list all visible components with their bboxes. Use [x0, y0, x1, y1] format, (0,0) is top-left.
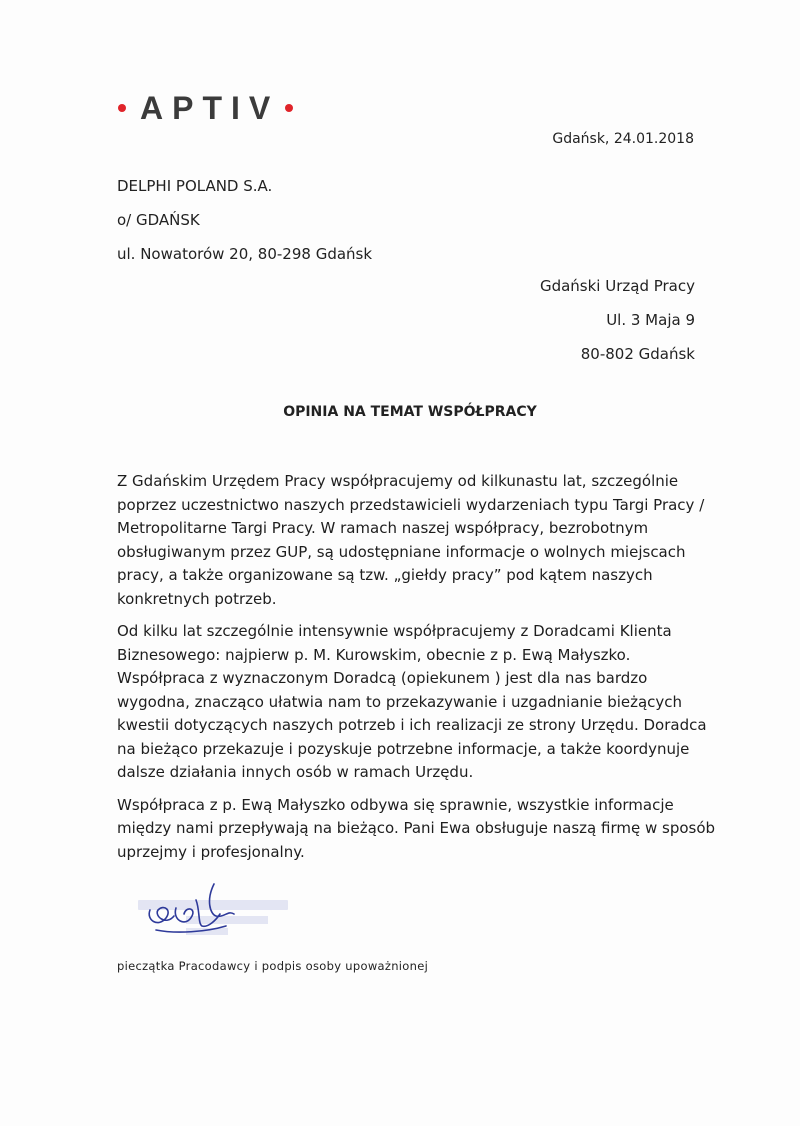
paragraph-line: Współpraca z p. Ewą Małyszko odbywa się sprawnie, wszystkie informacje	[117, 795, 674, 814]
paragraph-line: poprzez uczestnictwo naszych przedstawicieli wydarzeniach typu Targi Pracy /	[117, 495, 705, 514]
logo-dot-left	[118, 104, 126, 112]
paragraph-line: konkretnych potrzeb.	[117, 589, 277, 608]
aptiv-logo	[118, 88, 293, 128]
recipient-line-street: Ul. 3 Maja 9	[606, 311, 695, 329]
letter-heading: OPINIA NA TEMAT WSPÓŁPRACY	[283, 404, 537, 420]
paragraph-line: wygodna, znacząco ułatwia nam to przekazywanie i uzgadnianie bieżących	[117, 692, 683, 711]
paragraph-line: kwestii dotyczących naszych potrzeb i ich realizacji ze strony Urzędu. Doradca	[117, 716, 707, 734]
sender-address	[117, 169, 372, 271]
letter-body	[117, 470, 716, 873]
paragraph-line: Metropolitarne Targi Pracy. W ramach naszej współpracy, bezrobotnym	[117, 519, 649, 537]
recipient-address	[540, 269, 695, 371]
paragraph-line: dalsze działania innych osób w ramach Urzędu.	[117, 763, 474, 781]
sender-line-branch: o/ GDAŃSK	[117, 211, 200, 229]
paragraph-line: Biznesowego: najpierw p. M. Kurowskim, obecnie z p. Ewą Małyszko.	[117, 645, 631, 664]
paragraph-1	[117, 470, 707, 611]
paragraph-line: pracy, a także organizowane są tzw. „giełdy pracy” pod kątem naszych	[117, 566, 653, 584]
sender-line-company: DELPHI POLAND S.A.	[117, 177, 273, 195]
sender-line-street: ul. Nowatorów 20, 80-298 Gdańsk	[117, 245, 373, 263]
paragraph-line: obsługiwanym przez GUP, są udostępniane informacje o wolnych miejscach	[117, 542, 686, 561]
logo-dot-right	[285, 104, 293, 112]
paragraph-line: na bieżąco przekazuje i pozyskuje potrzebne informacje, a także koordynuje	[117, 739, 690, 758]
paragraph-line: uprzejmy i profesjonalny.	[117, 842, 305, 861]
recipient-line-city: 80-802 Gdańsk	[580, 345, 695, 363]
paragraph-line: Od kilku lat szczególnie intensywnie współpracujemy z Doradcami Klienta	[117, 622, 672, 640]
stamp-caption: pieczątka Pracodawcy i podpis osoby upoważnionej	[117, 959, 429, 973]
recipient-line-name: Gdański Urząd Pracy	[539, 277, 695, 295]
paragraph-line: Z Gdańskim Urzędem Pracy współpracujemy od kilkunastu lat, szczególnie	[117, 472, 679, 490]
letter-date: Gdańsk, 24.01.2018	[552, 131, 694, 147]
paragraph-3	[117, 794, 716, 865]
paragraph-line: między nami przepływają na bieżąco. Pani Ewa obsługuje naszą firmę w sposób	[117, 819, 716, 837]
logo-wordmark: APTIV	[140, 89, 280, 126]
stamp-and-signature	[136, 880, 296, 950]
paragraph-line: Współpraca z wyznaczonym Doradcą (opiekunem ) jest dla nas bardzo	[117, 669, 648, 687]
paragraph-2	[117, 620, 707, 785]
